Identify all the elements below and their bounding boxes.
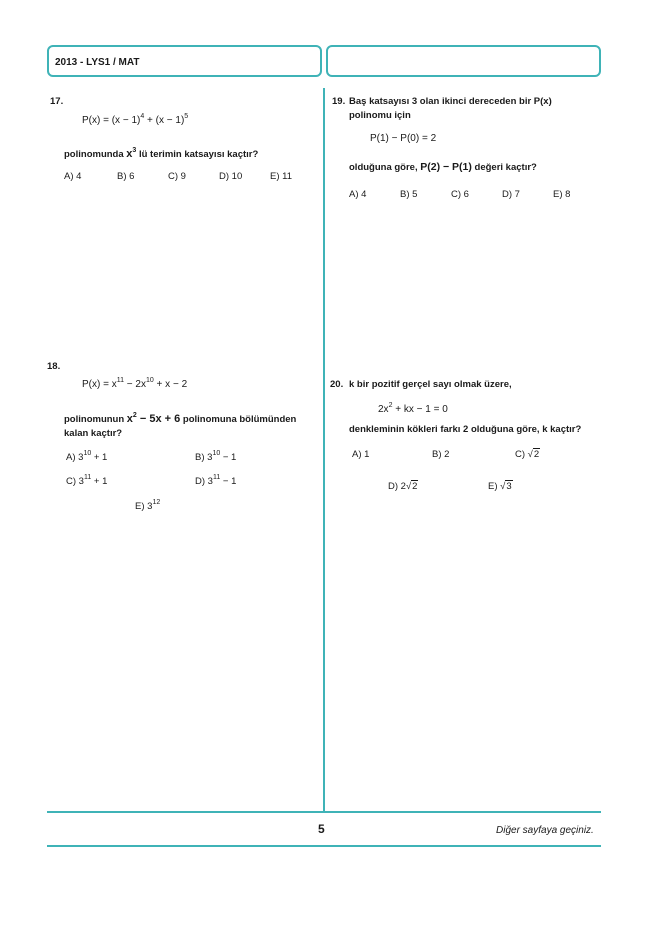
stem-text: değeri kaçtır? (471, 162, 537, 173)
option-label: D) 2 (388, 481, 406, 492)
stem-text: polinomunda (64, 149, 127, 160)
option-e[interactable]: E) 11 (270, 171, 293, 182)
question-number: 20. (330, 379, 344, 390)
formula-part: 2x (378, 404, 389, 415)
question-stem (64, 144, 258, 162)
formula-exponent: 10 (145, 377, 154, 384)
option-d[interactable] (195, 474, 236, 487)
option-exponent: 11 (83, 474, 92, 481)
option-e[interactable] (488, 481, 513, 492)
option-exponent: 10 (83, 450, 92, 457)
question-stem: k bir pozitif gerçel sayı olmak üzere, (349, 379, 512, 390)
option-a[interactable]: A) 4 (349, 189, 367, 200)
stem-poly-exponent: 2 (132, 412, 137, 419)
option-base: 3 (78, 476, 84, 487)
stem-text: polinomu için (349, 110, 411, 121)
question-formula (82, 113, 188, 126)
question-number: 19. (332, 96, 346, 107)
option-exponent: 11 (212, 474, 221, 481)
page-number: 5 (318, 822, 325, 836)
stem-text: Baş katsayısı 3 olan ikinci dereceden bir P(x) (349, 96, 552, 107)
question-stem-2: denkleminin kökleri farkı 2 olduğuna göre, k kaçtır? (349, 424, 582, 435)
option-tail: + 1 (91, 476, 108, 487)
option-tail: − 1 (220, 452, 237, 463)
sqrt-icon: √ (500, 481, 506, 492)
option-b[interactable]: B) 6 (117, 171, 135, 182)
option-a[interactable] (66, 450, 107, 463)
option-exponent: 12 (152, 499, 161, 506)
formula-exponent: 2 (388, 402, 393, 409)
sqrt-icon: √ (405, 481, 412, 492)
stem-poly: − 5x + 6 (136, 413, 181, 425)
stem-text: olduğuna göre, (349, 162, 421, 173)
option-b[interactable]: B) 5 (400, 189, 418, 200)
footer-top-rule (47, 811, 601, 813)
formula-part: + x − 2 (153, 379, 188, 390)
question-stem (64, 409, 296, 441)
question-number: 17. (50, 96, 64, 107)
stem-term-exponent: 3 (132, 147, 137, 154)
question-stem (349, 95, 552, 123)
stem-term: x (126, 148, 133, 160)
option-label: E) (488, 481, 501, 492)
option-label: D) (195, 476, 208, 487)
option-base: 3 (78, 452, 84, 463)
stem-text: kalan kaçtır? (64, 428, 123, 439)
option-c[interactable] (66, 474, 107, 487)
option-label: C) (515, 449, 528, 460)
option-c[interactable]: C) 6 (451, 189, 469, 200)
header-title-box (47, 45, 322, 77)
option-base: 3 (147, 501, 153, 512)
question-number: 18. (47, 361, 61, 372)
stem-text: polinomuna bölümünden (180, 414, 297, 425)
option-d[interactable]: D) 7 (502, 189, 520, 200)
option-d[interactable]: D) 10 (219, 171, 243, 182)
footer-bottom-rule (47, 845, 601, 847)
stem-text: polinomunun (64, 414, 127, 425)
option-e[interactable] (135, 499, 160, 512)
option-exponent: 10 (212, 450, 221, 457)
option-d[interactable] (388, 481, 418, 492)
formula-exponent: 4 (140, 113, 145, 120)
option-b[interactable] (195, 450, 236, 463)
option-base: 3 (207, 476, 213, 487)
option-a[interactable]: A) 1 (352, 449, 370, 460)
column-divider (323, 88, 325, 812)
option-radicand: 2 (533, 449, 540, 460)
formula-exponent: 11 (116, 377, 125, 384)
option-label: C) (66, 476, 79, 487)
stem-text: lü terimin katsayısı kaçtır? (136, 149, 259, 160)
option-tail: − 1 (220, 476, 237, 487)
option-a[interactable]: A) 4 (64, 171, 82, 182)
formula-part: − 2x (124, 379, 146, 390)
option-base: 3 (207, 452, 213, 463)
option-radicand: 3 (506, 481, 512, 492)
header-right-box (326, 45, 601, 77)
option-b[interactable]: B) 2 (432, 449, 450, 460)
sqrt-icon: √ (527, 449, 533, 460)
question-formula (378, 402, 448, 415)
option-c[interactable]: C) 9 (168, 171, 186, 182)
formula-part: P(x) = (x − 1) (82, 115, 141, 126)
formula-part: P(x) = x (82, 379, 117, 390)
option-c[interactable] (515, 449, 540, 460)
stem-poly: x (126, 413, 133, 425)
option-tail: + 1 (91, 452, 108, 463)
next-page-note: Diğer sayfaya geçiniz. (496, 825, 594, 836)
option-e[interactable]: E) 8 (553, 189, 571, 200)
exam-title: 2013 - LYS1 / MAT (55, 57, 140, 68)
formula-part: + (x − 1) (144, 115, 185, 126)
question-formula (82, 377, 187, 390)
formula-part: + kx − 1 = 0 (392, 404, 448, 415)
formula-exponent: 5 (184, 113, 189, 120)
option-radicand: 2 (412, 481, 418, 492)
question-formula: P(1) − P(0) = 2 (370, 133, 437, 144)
option-label: E) (135, 501, 148, 512)
option-label: A) (66, 452, 79, 463)
stem-expression: P(2) − P(1) (420, 161, 472, 173)
question-stem-2 (349, 160, 537, 175)
option-label: B) (195, 452, 208, 463)
